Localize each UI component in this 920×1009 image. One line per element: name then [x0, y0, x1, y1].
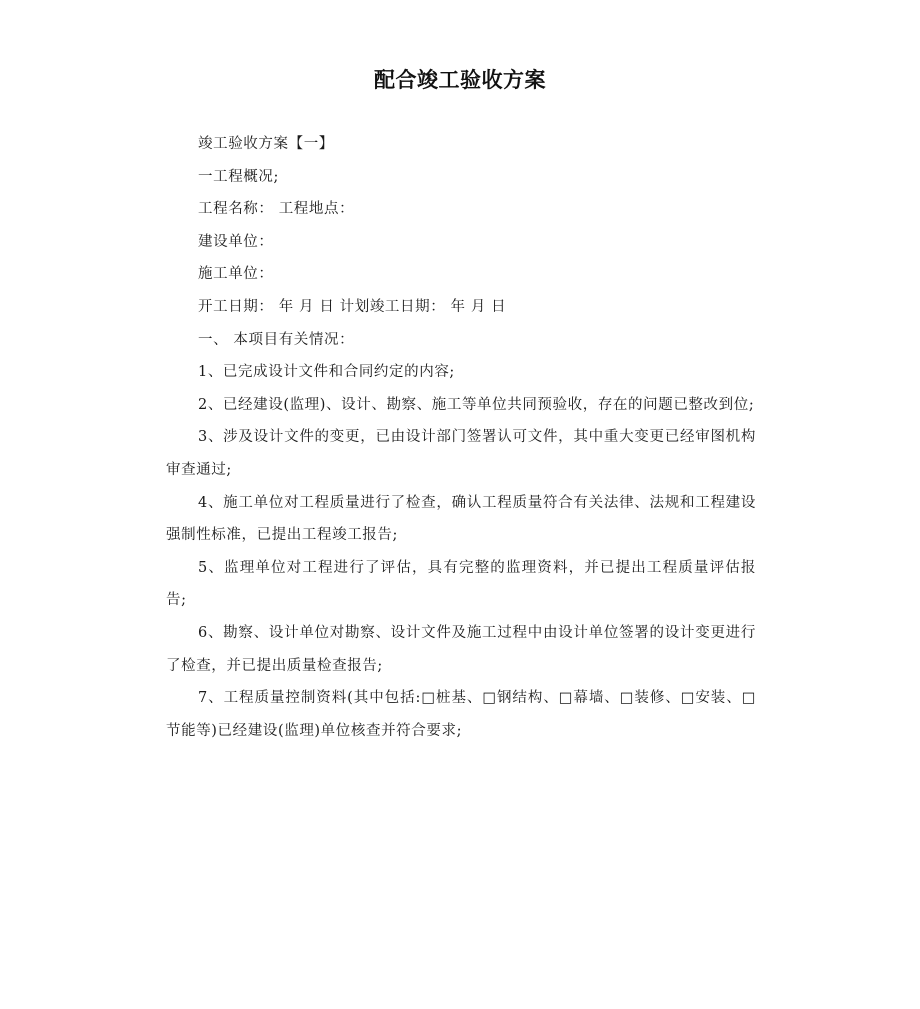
document-body [166, 128, 756, 747]
construction-owner-line: 建设单位： [198, 233, 274, 250]
list-item-2: 2、已经建设(监理)、设计、勘察、施工等单位共同预验收，存在的问题已整改到位; [198, 396, 755, 413]
document-title: 配合竣工验收方案 [374, 68, 546, 92]
list-item-4: 4、施工单位对工程质量进行了检查，确认工程质量符合有关法律、法规和工程建设强制性标准，已提出工程竣工报告; [166, 494, 756, 544]
list-item-6: 6、勘察、设计单位对勘察、设计文件及施工过程中由设计单位签署的设计变更进行了检查，并已提出质量检查报告; [166, 624, 756, 674]
list-item-5: 5、监理单位对工程进行了评估，具有完整的监理资料，并已提出工程质量评估报告; [166, 559, 756, 609]
list-item-7: 7、工程质量控制资料(其中包括:□桩基、□钢结构、□幕墙、□装修、□安装、□节能等)已经建设(监理)单位核查并符合要求; [166, 690, 756, 739]
list-item-3: 3、涉及设计文件的变更，已由设计部门签署认可文件，其中重大变更已经审图机构审查通过; [166, 429, 756, 478]
section-heading: 竣工验收方案【一】 [198, 136, 334, 152]
list-item-1: 1、已完成设计文件和合同约定的内容; [198, 364, 455, 381]
project-name-location-line: 工程名称： 工程地点： [198, 201, 355, 218]
dates-line: 开工日期： 年 月 日 计划竣工日期： 年 月 日 [198, 298, 507, 315]
contractor-line: 施工单位： [198, 266, 274, 283]
project-status-heading: 一、 本项目有关情况： [198, 331, 355, 348]
project-overview-heading: 一工程概况; [198, 168, 279, 185]
